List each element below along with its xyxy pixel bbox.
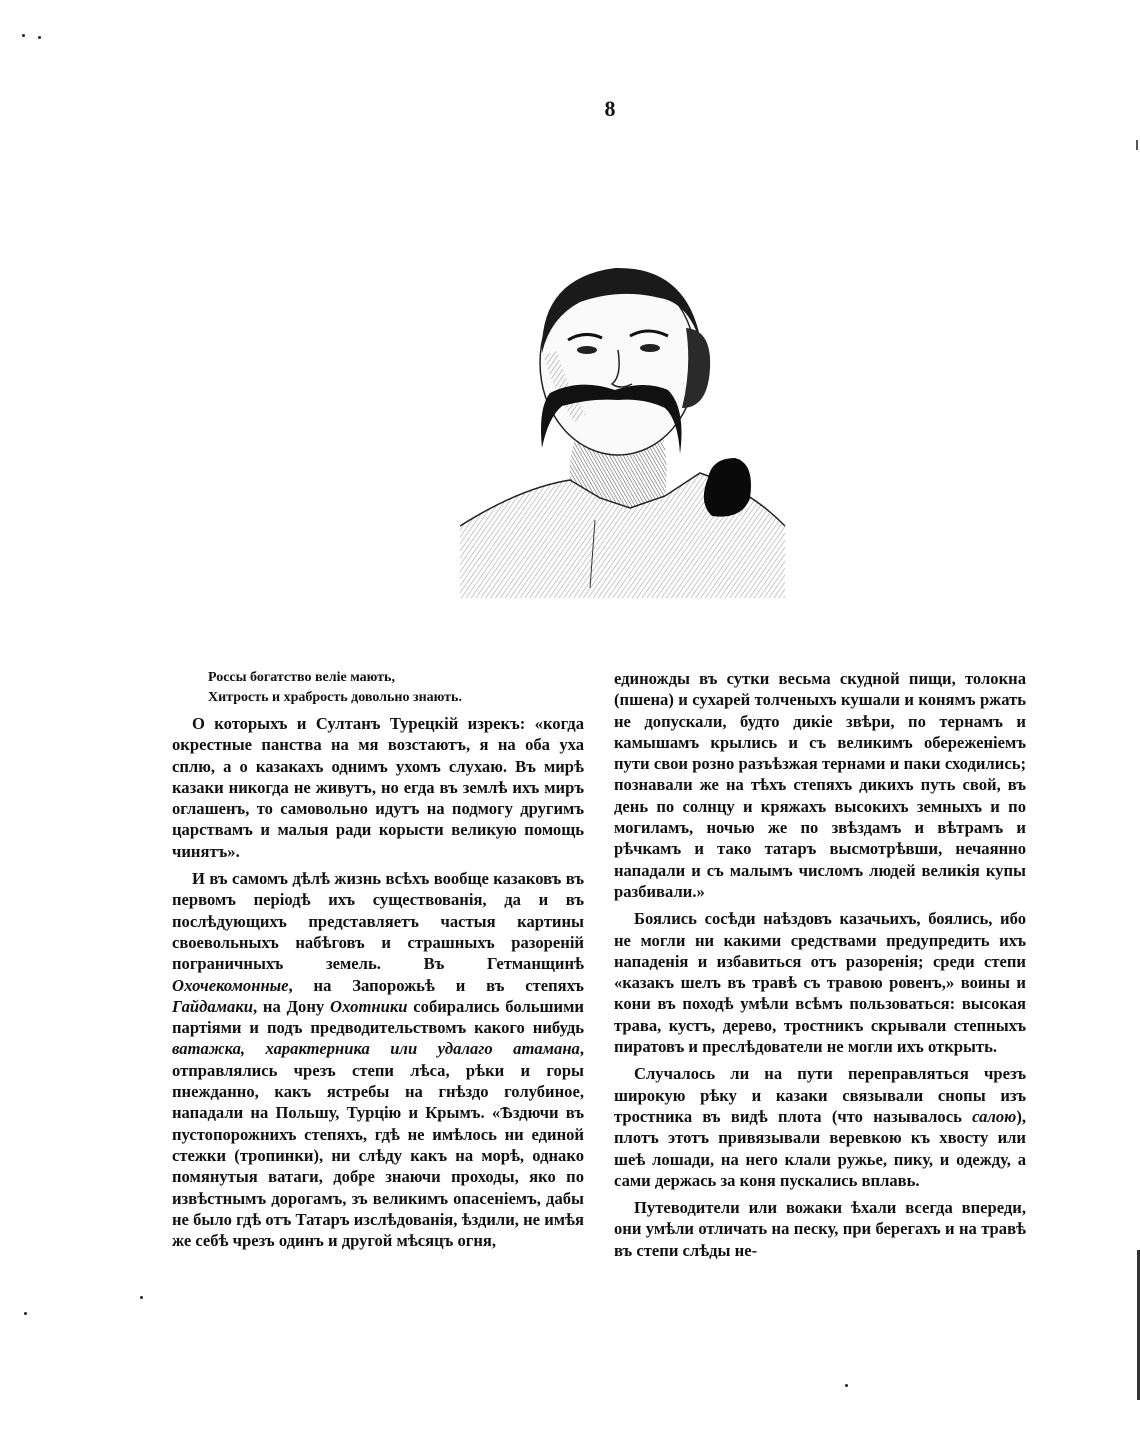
text-run: ), плотъ этотъ привязывали веревкою къ хвосту или шеѣ лошади, на него клали ружье, пику, и одежду, а сами держась за коня пускались вплавь.	[614, 1106, 1026, 1190]
right-column	[614, 668, 1026, 1267]
epigraph	[208, 668, 584, 707]
scan-speck	[38, 36, 41, 39]
paragraph: единожды въ сутки весьма скудной пищи, толокна (пшена) и сухарей толченыхъ кушали и конямъ ржать не допускали, будто дикіе звѣри, по тернамъ и камышамъ крылись и съ великимъ обереженіемъ пути свои розно разъѣзжая тернами и паки сходились; познавали же на тѣхъ степяхъ дикихъ путь свой, въ день по солнцу и кряжахъ высокихъ земныхъ и по могиламъ, ночью же по звѣздамъ и вѣтрамъ и рѣчкамъ и тако татаръ высмотрѣвши, нечаянно нападали и съ малымъ числомъ людей великія купы разбивали.»	[614, 669, 1026, 901]
italic-term: ватажка, характерника или удалаго атамана	[172, 1039, 580, 1059]
left-column	[172, 668, 584, 1257]
portrait-engraving	[450, 258, 790, 598]
text-run: И въ самомъ дѣлѣ жизнь всѣхъ вообще казаковъ въ первомъ періодѣ ихъ существованія, да и въ послѣдующихъ представляетъ частыя картины своевольныхъ набѣговъ и страшныхъ разореній пограничныхъ земель. Въ Гетманщинѣ	[172, 869, 584, 974]
paragraph: Путеводители или вожаки ѣхали всегда впереди, они умѣли отличать на песку, при берегахъ и на травѣ въ степи слѣды не-	[614, 1198, 1026, 1260]
text-run: Случалось ли на пути переправляться чрезъ широкую рѣку и казаки связывали снопы изъ тростника въ видѣ плота (что называлось	[614, 1064, 1026, 1126]
epigraph-line-2: Хитрость и храбрость довольно знають.	[208, 689, 462, 705]
italic-term: Охотники	[330, 996, 408, 1016]
text-run: , на Запорожьѣ и въ степяхъ	[288, 975, 584, 995]
paragraph: Боялись сосѣди наѣздовъ казачьихъ, боялись, ибо не могли ни какими средствами предупредить ихъ нападенія и избавиться отъ разоренія; среди степи «казакъ шелъ въ травѣ съ травою ровенъ,» воины и кони въ походѣ умѣли всѣмъ пользоваться: высокая трава, кустъ, дерево, тростникъ скрывали степныхъ пиратовъ и преслѣдователи не могли ихъ открыть.	[614, 909, 1026, 1057]
text-run: , на Дону	[252, 996, 330, 1016]
italic-term: Гайдамаки	[172, 996, 253, 1016]
scan-speck	[22, 34, 25, 37]
scan-edge	[1136, 140, 1138, 150]
paragraph: О которыхъ и Султанъ Турецкій изрекъ: «когда окрестные панства на мя возстаютъ, я на оба уха сплю, а о казакахъ однимъ ухомъ слухаю. Въ мирѣ казаки никогда не живутъ, но егда въ землѣ ихъ миръ оглашенъ, то самовольно идутъ на подмогу другимъ царствамъ и малыя ради корысти великую помощь чинятъ».	[172, 714, 584, 861]
scan-speck	[845, 1384, 848, 1387]
italic-term: Охочекомонные	[172, 975, 289, 995]
scan-speck	[140, 1296, 143, 1299]
text-run: собирались большими партіями и подъ предводительствомъ какого нибудь	[172, 996, 584, 1038]
page-number: 8	[604, 96, 616, 121]
italic-term: салою	[972, 1106, 1017, 1126]
paragraph	[614, 1063, 1026, 1191]
text-run: , отправлялись чрезъ степи лѣса, рѣки и горы пнежданно, какъ ястребы на гнѣздо голубиное, нападали на Польшу, Турцію и Крымъ. «Ѣздючи въ пустопорожнихъ степяхъ, гдѣ не имѣлось ни единой стежки (тропинки), ни слѣду какъ на морѣ, однако помянутыя ватаги, добре знаючи проходы, яко по извѣстнымъ дорогамъ, зъ великимъ опасеніемъ, дабы не было гдѣ отъ Татаръ изслѣдованія, ѣздили, не имѣя же себѣ чрезъ одинъ и другой мѣсяцъ огня,	[172, 1039, 584, 1251]
paragraph	[172, 868, 584, 1251]
scan-speck	[24, 1312, 27, 1315]
epigraph-line-1: Россы богатство веліе мають,	[208, 670, 395, 685]
